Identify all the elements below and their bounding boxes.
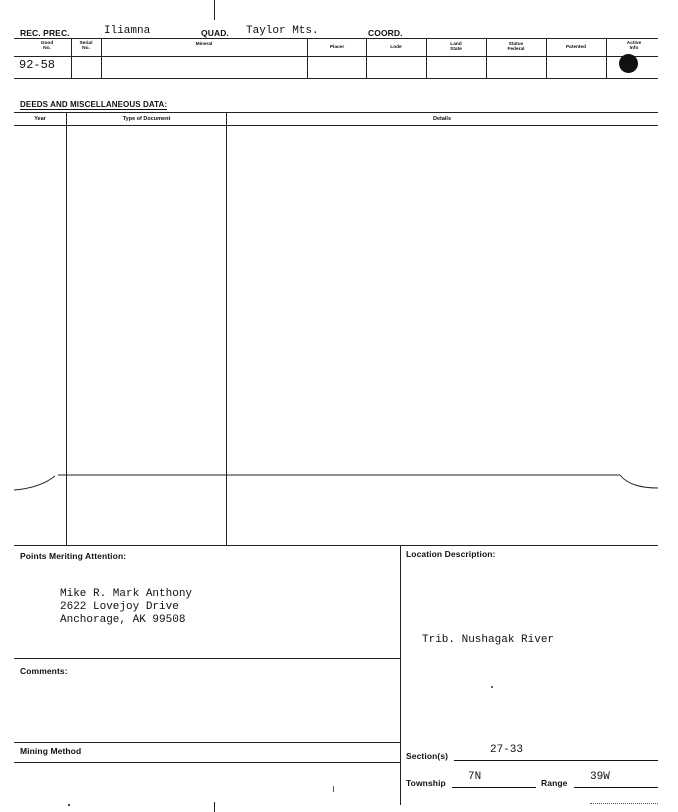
col-type-of-document: Type of Document	[122, 116, 171, 122]
col-divider	[307, 38, 308, 78]
bottom-tick-mark	[214, 802, 215, 812]
location-value: Trib. Nushagak River	[422, 634, 555, 646]
col-details: Details	[432, 116, 452, 122]
bottom-speck	[68, 804, 70, 806]
header-bottom-rule	[14, 78, 658, 79]
rec-prec-value: Iliamna	[104, 25, 151, 37]
address-line: Mike R. Mark Anthony	[60, 588, 193, 600]
stray-dot	[491, 686, 493, 688]
deeds-bottom-rule	[14, 545, 658, 546]
range-value: 39W	[590, 771, 610, 783]
points-bottom-rule	[14, 658, 400, 659]
header-top-rule	[14, 38, 658, 39]
column-header-rule	[14, 56, 658, 57]
deeds-header-rule	[14, 125, 658, 126]
deeds-section-title: DEEDS AND MISCELLANEOUS DATA:	[20, 100, 168, 109]
fold-curve	[0, 468, 678, 498]
quad-label: QUAD.	[201, 28, 229, 38]
section-label: Section(s)	[406, 751, 449, 761]
col-year: Year	[34, 116, 46, 122]
address-line: Anchorage, AK 99508	[60, 614, 186, 626]
stray-mark	[333, 786, 334, 792]
col-lode: Lode	[390, 45, 402, 50]
active-marker-dot	[619, 54, 638, 73]
comments-bottom-rule	[14, 742, 400, 743]
coord-label: COORD.	[368, 28, 403, 38]
rec-prec-label: REC. PREC.	[20, 28, 70, 38]
col-status-federal: Status Federal	[507, 42, 525, 52]
mining-rule	[14, 762, 400, 763]
col-good-no: Good No.	[40, 41, 54, 51]
address-line: 2622 Lovejoy Drive	[60, 601, 179, 613]
col-active: Active Info	[626, 41, 642, 51]
top-tick-mark	[214, 0, 215, 20]
bottom-dash-marks	[590, 803, 658, 804]
col-land-status: Land State	[450, 42, 462, 52]
col-serial-no: Serial No.	[79, 41, 93, 51]
township-label: Township	[406, 778, 446, 788]
col-divider	[546, 38, 547, 78]
col-divider	[366, 38, 367, 78]
section-value: 27-33	[490, 744, 524, 756]
quad-value: Taylor Mts.	[246, 25, 319, 37]
range-underline	[574, 787, 658, 788]
comments-label: Comments:	[20, 666, 68, 676]
good-no-value: 92-58	[19, 58, 56, 72]
section-underline	[454, 760, 658, 761]
col-placer: Placer	[329, 45, 345, 50]
township-underline	[452, 787, 536, 788]
lower-divider	[400, 545, 401, 805]
col-divider	[606, 38, 607, 78]
range-label: Range	[541, 778, 568, 788]
location-label: Location Description:	[406, 549, 496, 559]
deeds-top-rule	[14, 112, 658, 113]
mining-method-label: Mining Method	[20, 746, 82, 756]
col-mineral: Mineral	[195, 42, 213, 47]
township-value: 7N	[468, 771, 482, 783]
points-label: Points Meriting Attention:	[20, 551, 127, 561]
col-patented: Patented	[565, 45, 587, 50]
